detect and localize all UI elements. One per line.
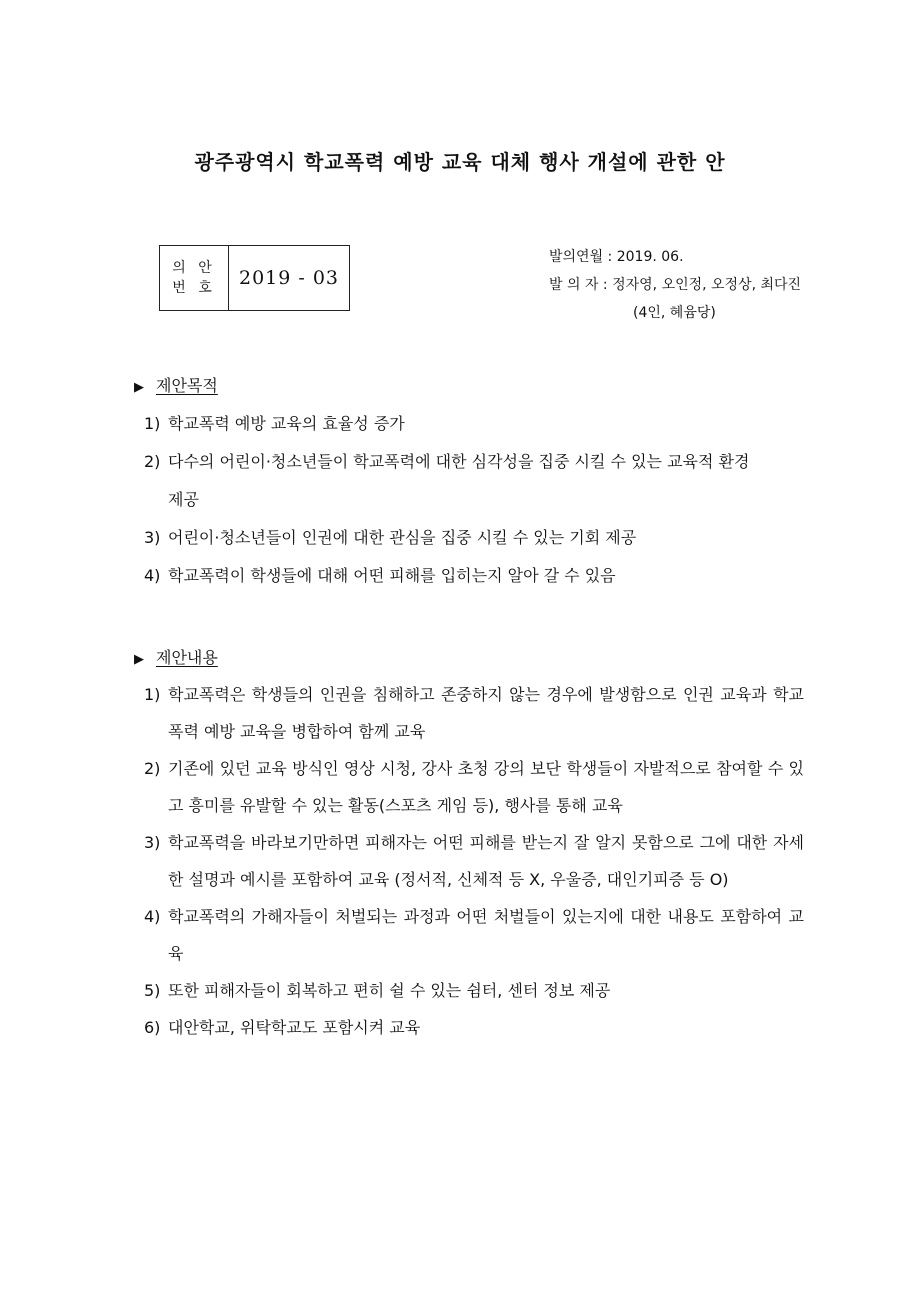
list-item-text: 대안학교, 위탁학교도 포함시켜 교육 bbox=[168, 1018, 421, 1037]
list-item-number: 5) bbox=[144, 981, 161, 1000]
section-heading-purpose bbox=[134, 373, 218, 396]
list-item-text: 학교폭력이 학생들에 대해 어떤 피해를 입히는지 알아 갈 수 있음 bbox=[168, 566, 616, 585]
list-item-number: 1) bbox=[144, 414, 161, 433]
section-heading-text: 제안목적 bbox=[156, 376, 218, 395]
list-item-text: 학교폭력 예방 교육의 효율성 증가 bbox=[168, 414, 405, 433]
list-item-text: 다수의 어린이·청소년들이 학교폭력에 대한 심각성을 집중 시킬 수 있는 교육적 환경 제공 bbox=[168, 452, 750, 509]
list-item bbox=[144, 519, 804, 557]
bill-number-label-line2: 번 호 bbox=[172, 280, 216, 296]
list-item-number: 4) bbox=[144, 566, 161, 585]
bill-number-value: 2019 - 03 bbox=[238, 267, 340, 289]
proposal-meta bbox=[549, 243, 801, 327]
list-item-text: 또한 피해자들이 회복하고 편히 쉴 수 있는 쉼터, 센터 정보 제공 bbox=[168, 981, 611, 1000]
list-item-text: 학교폭력의 가해자들이 처벌되는 과정과 어떤 처벌들이 있는지에 대한 내용도 포함하여 교육 bbox=[168, 907, 804, 963]
list-item bbox=[144, 824, 804, 898]
section-heading-content bbox=[134, 645, 218, 668]
list-item bbox=[144, 1009, 804, 1046]
list-item-number: 3) bbox=[144, 528, 161, 547]
proposal-date-row bbox=[549, 243, 801, 271]
list-item-text: 학교폭력은 학생들의 인권을 침해하고 존중하지 않는 경우에 발생함으로 인권 교육과 학교폭력 예방 교육을 병합하여 함께 교육 bbox=[168, 685, 804, 741]
bill-number-label-line1: 의 안 bbox=[172, 260, 216, 276]
proposer-label: 발 의 자 : bbox=[549, 277, 613, 293]
list-item-number: 4) bbox=[144, 907, 161, 926]
triangle-bullet-icon: ▶ bbox=[134, 652, 144, 667]
list-item-number: 2) bbox=[144, 452, 161, 471]
list-item-text: 어린이·청소년들이 인권에 대한 관심을 집중 시킬 수 있는 기회 제공 bbox=[168, 528, 637, 547]
list-item bbox=[144, 972, 804, 1009]
purpose-list bbox=[144, 405, 804, 595]
list-item-text: 학교폭력을 바라보기만하면 피해자는 어떤 피해를 받는지 잘 알지 못함으로 그에 대한 자세한 설명과 예시를 포함하여 교육 (정서적, 신체적 등 X, 우울증, 대인기피증 등 O) bbox=[168, 833, 804, 889]
triangle-bullet-icon: ▶ bbox=[134, 380, 144, 395]
list-item-number: 1) bbox=[144, 685, 161, 704]
list-item-number: 6) bbox=[144, 1018, 161, 1037]
list-item-number: 3) bbox=[144, 833, 161, 852]
proposer-value: 정자영, 오인정, 오정상, 최다진 bbox=[612, 277, 802, 293]
proposer-note: (4인, 혜윰당) bbox=[633, 305, 716, 321]
proposal-date-value: 2019. 06. bbox=[616, 249, 684, 265]
list-item bbox=[144, 676, 804, 750]
content-list bbox=[144, 676, 804, 1046]
proposer-row bbox=[549, 271, 801, 299]
list-item-number: 2) bbox=[144, 759, 161, 778]
list-item bbox=[144, 405, 804, 443]
bill-number-label bbox=[160, 246, 229, 310]
document-title: 광주광역시 학교폭력 예방 교육 대체 행사 개설에 관한 안 bbox=[194, 150, 726, 174]
proposal-date-label: 발의연월 : bbox=[549, 249, 617, 265]
section-heading-text: 제안내용 bbox=[156, 648, 218, 667]
list-item bbox=[144, 898, 804, 972]
list-item-text: 기존에 있던 교육 방식인 영상 시청, 강사 초청 강의 보단 학생들이 자발적으로 참여할 수 있고 흥미를 유발할 수 있는 활동(스포츠 게임 등), 행사를 통해 교육 bbox=[168, 759, 804, 815]
bill-number-box bbox=[159, 245, 350, 311]
list-item bbox=[144, 443, 804, 519]
list-item bbox=[144, 750, 804, 824]
list-item bbox=[144, 557, 804, 595]
